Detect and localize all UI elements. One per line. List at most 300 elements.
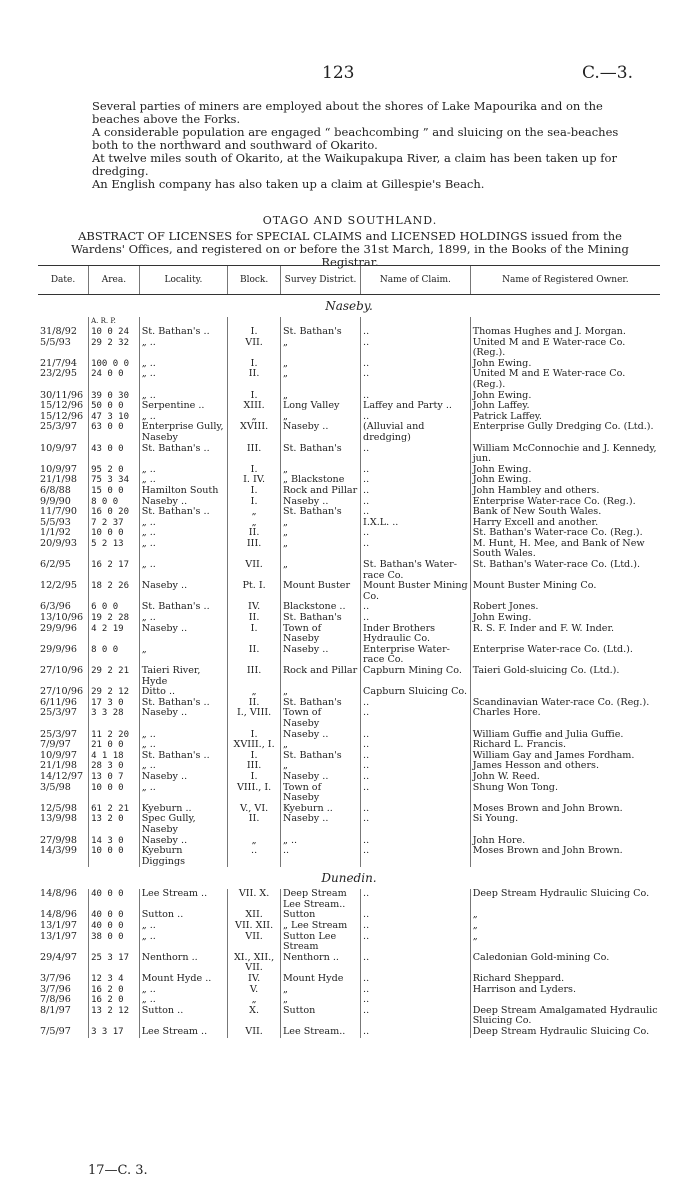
owner-cell: St. Bathan's Water-race Co. (Ltd.). [470, 560, 660, 581]
claim-name-cell: .. [361, 698, 471, 709]
locality-cell: St. Bathan's .. [139, 602, 228, 613]
date-cell: 3/7/96 [40, 974, 71, 985]
owner-cell: Richard Sheppard. [470, 974, 660, 985]
table-row [38, 666, 660, 687]
block-cell: XVIII. [228, 422, 281, 443]
claim-name-cell: .. [361, 889, 471, 910]
locality-cell: Kyeburn Diggings [139, 846, 228, 867]
claim-name-cell: .. [361, 475, 471, 486]
intro-text [92, 100, 632, 191]
survey-district-cell: „ [280, 528, 360, 539]
locality-cell: „ [139, 645, 228, 666]
locality-cell: „ .. [139, 528, 228, 539]
empty-cell [470, 317, 660, 327]
area-cell: 47 3 10 [89, 412, 140, 423]
date-cell: 8/1/97 [40, 1005, 71, 1016]
area-cell: 40 0 0 [89, 889, 140, 910]
survey-district-cell: Naseby .. [280, 730, 360, 741]
column-header: Block. [228, 266, 281, 295]
date-cell: 12/5/98 [40, 803, 77, 814]
claim-name-cell: Capburn Mining Co. [361, 666, 471, 687]
date-cell: 6/3/96 [40, 602, 71, 613]
column-header: Area. [89, 266, 140, 295]
block-cell: I. [228, 391, 281, 402]
date-cell: 27/9/98 [40, 835, 77, 846]
owner-cell: Harry Excell and another. [470, 518, 660, 529]
locality-cell: „ .. [139, 391, 228, 402]
area-cell: 13 0 7 [89, 772, 140, 783]
owner-cell: Patrick Laffey. [470, 412, 660, 423]
abstract-title: ABSTRACT OF LICENSES for SPECIAL CLAIMS and LICENSED HOLDINGS issued from the Wardens' Offices, and registered on or before the 31st March, 1899, in the Books of the Mining Registrar. [71, 229, 629, 269]
block-cell: „ [228, 836, 281, 847]
locality-cell: Serpentine .. [139, 401, 228, 412]
area-cell: 3 3 17 [89, 1027, 140, 1038]
claim-name-cell: Capburn Sluicing Co. [361, 687, 471, 698]
block-cell: VII. [228, 932, 281, 953]
locality-cell: St. Bathan's .. [139, 444, 228, 465]
claim-name-cell: .. [361, 369, 471, 390]
owner-cell: United M and E Water-race Co. (Reg.). [470, 369, 660, 390]
survey-district-cell: „ Lee Stream [280, 921, 360, 932]
claim-name-cell: .. [361, 391, 471, 402]
table-row [38, 889, 660, 910]
locality-cell: „ .. [139, 932, 228, 953]
survey-district-cell: St. Bathan's [280, 613, 360, 624]
area-cell: 11 2 20 [89, 730, 140, 741]
claim-name-cell: Laffey and Party .. [361, 401, 471, 412]
page-header [0, 63, 700, 83]
locality-cell: Nenthorn .. [139, 953, 228, 974]
locality-cell: St. Bathan's .. [139, 327, 228, 338]
area-cell: 16 2 0 [89, 995, 140, 1006]
survey-district-cell: Town of Naseby [280, 708, 360, 729]
date-cell: 20/9/93 [40, 538, 77, 549]
area-cell: 75 3 34 [89, 475, 140, 486]
survey-district-cell: Naseby .. [280, 814, 360, 835]
locality-cell: „ .. [139, 369, 228, 390]
owner-cell: Si Young. [470, 814, 660, 835]
block-cell: I. [228, 359, 281, 370]
claim-name-cell: .. [361, 359, 471, 370]
table-row [38, 327, 660, 338]
empty-cell [139, 317, 228, 327]
date-cell: 3/5/98 [40, 782, 71, 793]
date-cell: 9/9/90 [40, 496, 71, 507]
area-cell: 39 0 30 [89, 391, 140, 402]
empty-cell [228, 317, 281, 327]
block-cell: VII. X. [228, 889, 281, 910]
locality-cell: „ .. [139, 338, 228, 359]
date-cell: 5/5/93 [40, 337, 71, 348]
area-cell: 25 3 17 [89, 953, 140, 974]
locality-cell: Naseby .. [139, 772, 228, 783]
date-cell: 3/7/96 [40, 984, 71, 995]
claim-name-cell: (Alluvial and dredging) [361, 422, 471, 443]
district-name: Dunedin. [321, 870, 377, 885]
area-cell: 28 3 0 [89, 761, 140, 772]
survey-district-cell: St. Bathan's [280, 327, 360, 338]
claim-name-cell: .. [361, 953, 471, 974]
table-row [38, 422, 660, 443]
area-cell: 63 0 0 [89, 422, 140, 443]
block-cell: VII. XII. [228, 921, 281, 932]
owner-cell: John W. Reed. [470, 772, 660, 783]
survey-district-cell: Kyeburn .. [280, 804, 360, 815]
owner-cell: R. S. F. Inder and F. W. Inder. [470, 624, 660, 645]
block-cell: IV. [228, 974, 281, 985]
locality-cell: Sutton .. [139, 910, 228, 921]
area-cell: 5 2 13 [89, 539, 140, 560]
survey-district-cell: Naseby .. [280, 772, 360, 783]
table-row [38, 645, 660, 666]
locality-cell: Lee Stream .. [139, 889, 228, 910]
claim-name-cell: .. [361, 1006, 471, 1027]
table-row [38, 985, 660, 996]
block-cell: VII. [228, 1027, 281, 1038]
table-row [38, 602, 660, 613]
locality-cell: „ .. [139, 518, 228, 529]
locality-cell: „ .. [139, 539, 228, 560]
claim-name-cell: .. [361, 814, 471, 835]
register-table [38, 265, 660, 1038]
owner-cell [470, 995, 660, 1006]
date-cell: 29/9/96 [40, 623, 77, 634]
area-cell: 7 2 37 [89, 518, 140, 529]
survey-district-cell: Long Valley [280, 401, 360, 412]
locality-cell: Spec Gully, Naseby [139, 814, 228, 835]
date-cell: 10/9/97 [40, 750, 77, 761]
table-row [38, 730, 660, 741]
locality-cell: „ .. [139, 995, 228, 1006]
block-cell: II. [228, 645, 281, 666]
block-cell: I. IV. [228, 475, 281, 486]
survey-district-cell: „ [280, 985, 360, 996]
block-cell: I. [228, 730, 281, 741]
locality-cell: „ .. [139, 412, 228, 423]
block-cell: II. [228, 613, 281, 624]
block-cell: „ [228, 507, 281, 518]
page-number: 123 [322, 63, 355, 83]
survey-district-cell: St. Bathan's [280, 507, 360, 518]
claim-name-cell: .. [361, 921, 471, 932]
date-cell: 31/8/92 [40, 327, 77, 337]
area-cell: 3 3 28 [89, 708, 140, 729]
area-units: A. R. P. [89, 317, 140, 327]
block-cell: V. [228, 985, 281, 996]
survey-district-cell: St. Bathan's [280, 751, 360, 762]
locality-cell: „ .. [139, 730, 228, 741]
survey-district-cell: Mount Hyde [280, 974, 360, 985]
area-cell: 40 0 0 [89, 910, 140, 921]
claim-name-cell: .. [361, 974, 471, 985]
survey-district-cell: Town of Naseby [280, 624, 360, 645]
block-cell: XI., XII., VII. [228, 953, 281, 974]
block-cell: I. [228, 486, 281, 497]
date-cell: 10/9/97 [40, 464, 77, 475]
block-cell: II. [228, 698, 281, 709]
claim-name-cell: .. [361, 412, 471, 423]
area-cell: 13 2 0 [89, 814, 140, 835]
table-row [38, 465, 660, 476]
claim-name-cell: .. [361, 465, 471, 476]
area-units-row [38, 317, 660, 327]
table-row [38, 995, 660, 1006]
locality-cell: Kyeburn .. [139, 804, 228, 815]
table-row [38, 751, 660, 762]
table-row [38, 444, 660, 465]
block-cell: XVIII., I. [228, 740, 281, 751]
survey-district-cell: Deep Stream Lee Stream.. [280, 889, 360, 910]
area-cell: 8 0 0 [89, 497, 140, 508]
survey-district-cell: Rock and Pillar [280, 486, 360, 497]
claim-name-cell: .. [361, 327, 471, 338]
column-header: Name of Claim. [361, 266, 471, 295]
claim-name-cell: .. [361, 836, 471, 847]
table-row [38, 698, 660, 709]
survey-district-cell: Sutton Lee Stream [280, 932, 360, 953]
page-reference: C.—3. [582, 63, 634, 83]
locality-cell: Enterprise Gully, Naseby [139, 422, 228, 443]
locality-cell: „ .. [139, 359, 228, 370]
intro-paragraph: An English company has also taken up a claim at Gillespie's Beach. [92, 177, 485, 191]
locality-cell: „ .. [139, 783, 228, 804]
block-cell: III. [228, 761, 281, 772]
claim-name-cell: .. [361, 910, 471, 921]
table-row [38, 846, 660, 867]
table-row [38, 613, 660, 624]
block-cell: Pt. I. [228, 581, 281, 602]
date-cell: 15/12/96 [40, 401, 84, 412]
table-row [38, 932, 660, 953]
block-cell: I. [228, 751, 281, 762]
claim-name-cell: .. [361, 995, 471, 1006]
locality-cell: „ .. [139, 613, 228, 624]
claim-name-cell: .. [361, 1027, 471, 1038]
column-header: Locality. [139, 266, 228, 295]
area-cell: 16 2 17 [89, 560, 140, 581]
table-row [38, 528, 660, 539]
owner-cell: John Hore. [470, 836, 660, 847]
survey-district-cell: Naseby .. [280, 422, 360, 443]
claim-name-cell: .. [361, 444, 471, 465]
table-row [38, 369, 660, 390]
survey-district-cell: „ .. [280, 836, 360, 847]
area-cell: 15 0 0 [89, 486, 140, 497]
block-cell: XIII. [228, 401, 281, 412]
survey-district-cell: St. Bathan's [280, 698, 360, 709]
table-row [38, 475, 660, 486]
owner-cell: Robert Jones. [470, 602, 660, 613]
claim-name-cell: .. [361, 507, 471, 518]
date-cell: 15/12/96 [40, 411, 84, 422]
owner-cell: William Guffie and Julia Guffie. [470, 730, 660, 741]
claim-name-cell: .. [361, 932, 471, 953]
survey-district-cell: „ [280, 465, 360, 476]
survey-district-cell: „ [280, 995, 360, 1006]
owner-cell: Bank of New South Wales. [470, 507, 660, 518]
table-row [38, 338, 660, 359]
owner-cell: Caledonian Gold-mining Co. [470, 953, 660, 974]
block-cell: I. [228, 624, 281, 645]
table-row [38, 518, 660, 529]
owner-cell: John Laffey. [470, 401, 660, 412]
table-row [38, 708, 660, 729]
survey-district-cell: Mount Buster [280, 581, 360, 602]
area-cell: 29 2 12 [89, 687, 140, 698]
survey-district-cell: Naseby .. [280, 645, 360, 666]
table-row [38, 910, 660, 921]
table-row [38, 804, 660, 815]
survey-district-cell: „ [280, 687, 360, 698]
column-header: Date. [38, 266, 89, 295]
date-cell: 29/9/96 [40, 644, 77, 655]
block-cell: .. [228, 846, 281, 867]
table-row [38, 836, 660, 847]
claim-name-cell: .. [361, 730, 471, 741]
area-cell: 50 0 0 [89, 401, 140, 412]
owner-cell: Mount Buster Mining Co. [470, 581, 660, 602]
survey-district-cell: Naseby .. [280, 497, 360, 508]
owner-cell: Moses Brown and John Brown. [470, 804, 660, 815]
date-cell: 12/2/95 [40, 581, 77, 592]
block-cell: X. [228, 1006, 281, 1027]
area-cell: 6 0 0 [89, 602, 140, 613]
owner-cell: John Ewing. [470, 359, 660, 370]
area-cell: 21 0 0 [89, 740, 140, 751]
owner-cell: Richard L. Francis. [470, 740, 660, 751]
date-cell: 14/12/97 [40, 771, 84, 782]
empty-cell [361, 317, 471, 327]
date-cell: 14/3/99 [40, 846, 77, 857]
owner-cell: John Ewing. [470, 391, 660, 402]
table-row [38, 740, 660, 751]
locality-cell: Naseby .. [139, 836, 228, 847]
survey-district-cell: .. [280, 846, 360, 867]
survey-district-cell: „ [280, 338, 360, 359]
date-cell: 23/2/95 [40, 369, 77, 380]
claim-name-cell: .. [361, 486, 471, 497]
table-row [38, 761, 660, 772]
date-cell: 30/11/96 [40, 390, 84, 401]
claim-name-cell: .. [361, 613, 471, 624]
survey-district-cell: St. Bathan's [280, 444, 360, 465]
district-row [38, 295, 660, 318]
table-row [38, 412, 660, 423]
survey-district-cell: „ [280, 740, 360, 751]
table-row [38, 539, 660, 560]
table-row [38, 581, 660, 602]
table-row [38, 772, 660, 783]
claim-name-cell: .. [361, 497, 471, 508]
area-cell: 16 2 0 [89, 985, 140, 996]
column-header: Name of Registered Owner. [470, 266, 660, 295]
area-cell: 10 0 0 [89, 783, 140, 804]
area-cell: 16 0 20 [89, 507, 140, 518]
locality-cell: Naseby .. [139, 708, 228, 729]
area-cell: 4 2 19 [89, 624, 140, 645]
block-cell: III. [228, 666, 281, 687]
claim-name-cell: St. Bathan's Water-race Co. [361, 560, 471, 581]
area-cell: 10 0 0 [89, 846, 140, 867]
block-cell: I. [228, 497, 281, 508]
date-cell: 1/1/92 [40, 528, 71, 539]
date-cell: 10/9/97 [40, 443, 77, 454]
area-cell: 10 0 0 [89, 528, 140, 539]
owner-cell: James Hesson and others. [470, 761, 660, 772]
block-cell: II. [228, 528, 281, 539]
table-row [38, 497, 660, 508]
locality-cell: „ .. [139, 921, 228, 932]
owner-cell: United M and E Water-race Co. (Reg.). [470, 338, 660, 359]
locality-cell: „ .. [139, 761, 228, 772]
area-cell: 95 2 0 [89, 465, 140, 476]
block-cell: III. [228, 539, 281, 560]
area-cell: 10 0 24 [89, 327, 140, 338]
claim-name-cell: .. [361, 751, 471, 762]
survey-district-cell: „ [280, 761, 360, 772]
table-row [38, 359, 660, 370]
survey-district-cell: „ [280, 359, 360, 370]
block-cell: IV. [228, 602, 281, 613]
owner-cell: Enterprise Water-race Co. (Ltd.). [470, 645, 660, 666]
table-row [38, 624, 660, 645]
claim-name-cell: .. [361, 740, 471, 751]
column-header: Survey District. [280, 266, 360, 295]
survey-district-cell: „ [280, 560, 360, 581]
claim-name-cell: .. [361, 804, 471, 815]
date-cell: 5/5/93 [40, 517, 71, 528]
locality-cell: Taieri River, Hyde [139, 666, 228, 687]
area-cell: 40 0 0 [89, 921, 140, 932]
locality-cell: Mount Hyde .. [139, 974, 228, 985]
owner-cell: „ [470, 910, 660, 921]
claim-name-cell: .. [361, 783, 471, 804]
block-cell: III. [228, 444, 281, 465]
owner-cell: Harrison and Lyders. [470, 985, 660, 996]
area-cell: 29 2 21 [89, 666, 140, 687]
locality-cell: Naseby .. [139, 624, 228, 645]
owner-cell: St. Bathan's Water-race Co. (Reg.). [470, 528, 660, 539]
owner-cell: William McConnochie and J. Kennedy, jun. [470, 444, 660, 465]
date-cell: 11/7/90 [40, 507, 77, 518]
owner-cell: Thomas Hughes and J. Morgan. [470, 327, 660, 338]
block-cell: „ [228, 412, 281, 423]
locality-cell: Ditto .. [139, 687, 228, 698]
owner-cell: „ [470, 932, 660, 953]
table-row [38, 953, 660, 974]
area-cell: 18 2 26 [89, 581, 140, 602]
table-row [38, 391, 660, 402]
date-cell: 13/1/97 [40, 921, 77, 932]
claim-name-cell: .. [361, 772, 471, 783]
block-cell: VII. [228, 338, 281, 359]
table-row [38, 401, 660, 412]
locality-cell: „ .. [139, 475, 228, 486]
date-cell: 21/7/94 [40, 358, 77, 369]
claim-name-cell: .. [361, 528, 471, 539]
survey-district-cell: „ Blackstone [280, 475, 360, 486]
table-row [38, 814, 660, 835]
locality-cell: Hamilton South [139, 486, 228, 497]
locality-cell: St. Bathan's .. [139, 507, 228, 518]
block-cell: I. [228, 772, 281, 783]
locality-cell: „ .. [139, 985, 228, 996]
empty-cell [38, 317, 89, 327]
block-cell: V., VI. [228, 804, 281, 815]
date-cell: 7/8/96 [40, 995, 71, 1006]
date-cell: 14/8/96 [40, 910, 77, 921]
block-cell: XII. [228, 910, 281, 921]
